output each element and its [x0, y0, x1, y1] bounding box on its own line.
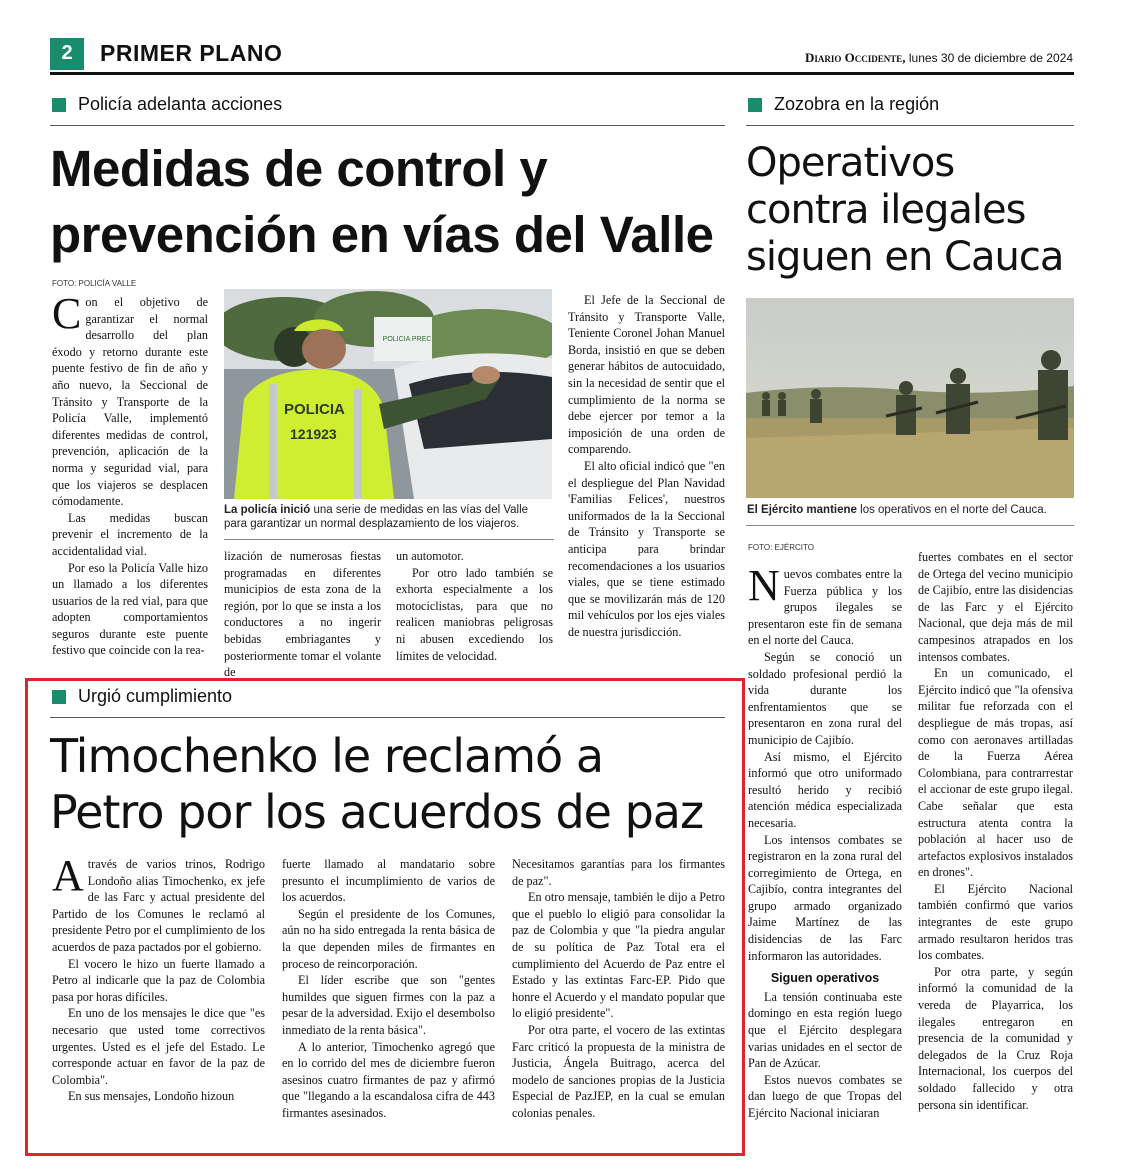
kicker-rule [50, 125, 725, 126]
paragraph: Estos nuevos combates se dan luego de que Tropas del Ejército Nacional iniciaran [748, 1072, 902, 1120]
kicker-square-icon [748, 98, 762, 112]
headline-line: prevención en vías del Valle [50, 206, 714, 263]
paragraph: Así mismo, el Ejército informó que otro uniformado resultó herido y recibió atención médica especializada necesaria. [748, 749, 902, 830]
caption-rule [224, 539, 554, 540]
police-checkpoint-photo [224, 289, 552, 499]
headline-line: Medidas de control y [50, 140, 548, 197]
kicker-square-icon [52, 690, 66, 704]
kicker-square-icon [52, 98, 66, 112]
paragraph: El Ejército Nacional también confirmó que varios integrantes de este grupo armado resultaron heridos tras los combates. [918, 881, 1073, 963]
headline-line: Timochenko le reclamó a [50, 729, 604, 783]
paragraph: fuertes combates en el sector de Ortega del vecino municipio de Cajibío, entre las disidencias de las Farc y el Ejército Nacional, que deja más de mil campesinos atrapados en los intensos combates. [918, 550, 1073, 664]
paragraph: La tensión continuaba este domingo en esta región luego que el Ejército desplegara varias unidades en el sector de Pan de Azúcar. [748, 989, 902, 1071]
paragraph: Por otra parte, y según informó la comunidad de la vereda de Playarrica, los ilegales entregaron en presencia de la comunidad y delegados de la Cruz Roja Internacional, los cuerpos del soldado fallecido y otra persona sin identificar. [918, 964, 1073, 1112]
paragraph: Por eso la Policía Valle hizo un llamado a los diferentes usuarios de la red vial, para que adopten comportamientos seguros durante este puente festivo que coincide con la rea- [52, 560, 208, 658]
paragraph: A lo anterior, Timochenko agregó que en lo corrido del mes de diciembre fueron asesinos cuatro firmantes de paz y afirmó que "llegando a la escandalosa cifra de 443 firmantes asesinados. [282, 1039, 495, 1120]
paragraph: través de varios trinos, Rodrigo Londoño alias Timochenko, ex jefe de las Farc y actual presidente del Partido de los Comunes le reclamó al presidente Petro por el cumplimiento de los acuerdos de paza pactados por el gobierno. [52, 857, 265, 954]
article3-col2 [282, 856, 495, 1122]
article3-col3 [512, 856, 725, 1122]
page-number: 2 [50, 38, 84, 70]
dropcap: N [748, 561, 780, 610]
kicker-rule [50, 717, 725, 718]
article3-headline [50, 728, 740, 840]
paragraph: El Jefe de la Seccional de Tránsito y Transporte Valle, Teniente Coronel Johan Manuel Borda, insistió en que se deben generar hábitos de autocuidado, sin la necesidad de sentir que el cumplimiento de la norma se debe ejercer por temor a la imposición de una orden de comparendo. [568, 293, 725, 457]
soldiers-photo [746, 298, 1074, 498]
paragraph: El líder escribe que son "gentes humildes que siguen firmes con la paz a pesar de la adversidad. Exijo el desembolso inmediato de la renta básica". [282, 973, 495, 1037]
headline-line: Operativos [746, 140, 955, 186]
paper-name: Diario Occidente, [805, 50, 906, 65]
photo-caption [747, 503, 1077, 517]
headline-line: contra ilegales [746, 187, 1026, 233]
photo-credit: FOTO: POLICÍA VALLE [52, 279, 137, 288]
paragraph: un automotor. [396, 549, 464, 563]
paragraph: Las medidas buscan prevenir el incremento de la accidentalidad vial. [52, 510, 208, 558]
masthead [805, 50, 1073, 66]
article1-col3 [396, 548, 553, 664]
dropcap: C [52, 289, 82, 338]
article2-headline [746, 140, 1076, 281]
vest-number: 121923 [290, 426, 337, 442]
caption-rule [746, 525, 1074, 526]
article3-kicker [52, 686, 232, 707]
paragraph: Necesitamos garantías para los firmantes de paz". [512, 857, 725, 888]
paragraph: Por otra parte, el vocero de las extintas Farc criticó la propuesta de la ministra de Justicia, Ángela Buitrago, acerca del modelo de sanciones propias de la Justicia Especial de PazJEP, en la cual se emulan colonias penales. [512, 1022, 725, 1120]
paragraph: Los intensos combates se registraron en la zona rural del corregimiento de Ortega, en Cajibío, contra integrantes del grupo armado organizado Jaime Martínez de las disidencias de las Farc informaron las autoridades. [748, 832, 902, 963]
paragraph: on el objetivo de garantizar el normal desarrollo del plan éxodo y retorno durante este puente festivo de fin de año y año nuevo, la Seccional de Tránsito y Transporte de la Policía Valle, implementó diferentes medidas de control, prevención, aplicación de la norma y seguridad vial, para que los viajeros se desplacen cómodamente. [52, 295, 208, 509]
photo-caption [224, 503, 554, 531]
paragraph: lización de numerosas fiestas programadas en diferentes municipios de esta zona de la región, por lo que se insta a los conductores a no ingerir bebidas embriagantes y posteriormente tomar el volante de [224, 549, 381, 680]
kicker-text: Zozobra en la región [774, 94, 940, 114]
article1-col2 [224, 548, 381, 681]
caption-bold: El Ejército mantiene [747, 504, 857, 516]
paragraph: El vocero le hizo un fuerte llamado a Petro al indicarle que la paz de Colombia pasa por horas difíciles. [52, 956, 265, 1004]
paragraph: En uno de los mensajes le dice que "es necesario que usted tome correctivos urgentes. Usted es el jefe del Estado. Le corresponde actuar en favor de la paz de Colombia". [52, 1006, 265, 1087]
paragraph: fuerte llamado al mandatario sobre presunto el incumplimiento de varios de los acuerdos. [282, 857, 495, 905]
headline-line: siguen en Cauca [746, 234, 1064, 280]
article2-col1 [748, 561, 902, 1122]
caption-text: los operativos en el norte del Cauca. [856, 504, 1047, 516]
headline-line: Petro por los acuerdos de paz [50, 785, 704, 839]
article2-kicker [748, 94, 939, 115]
article3-col1 [52, 851, 265, 1105]
paragraph: En un comunicado, el Ejército indicó que "la ofensiva militar fue reforzada con el despliegue de más tropas, así como con aeronaves artilladas de la Fuerza Aérea Colombiana, para contrarrestar el accionar de este grupo ilegal. Cabe señalar que esta estructura atenta contra la población al hacer uso de artefactos explosivos instalados en drones". [918, 666, 1073, 880]
paragraph: En sus mensajes, Londoño hizoun [68, 1089, 235, 1104]
paragraph: uevos combates entre la Fuerza pública y los grupos ilegales se presentaron este fin de semana en el norte del Cauca. [748, 567, 902, 648]
article2-col2 [918, 549, 1073, 1113]
paragraph: En otro mensaje, también le dijo a Petro que el pueblo lo eligió para consolidar la paz de Colombia y que "la piedra angular de su política de Paz Total era el cumplimiento del Acuerdo de Paz entre el Estado y las extintas Farc-EP. Pido que honre el Acuerdo y el mandato popular que lo eligió presidente". [512, 890, 725, 1021]
paragraph: Según el presidente de los Comunes, aún no ha sido entregada la renta básica de la que dependen miles de firmantes en proceso de reincorporación. [282, 906, 495, 971]
article1-col4 [568, 292, 725, 640]
vest-text: POLICIA [284, 401, 345, 418]
subhead: Siguen operativos [770, 971, 880, 986]
issue-date: lunes 30 de diciembre de 2024 [908, 51, 1073, 65]
kicker-rule [746, 125, 1074, 126]
photo-credit: FOTO: EJÉRCITO [748, 543, 814, 552]
section-title: PRIMER PLANO [100, 40, 283, 66]
paragraph: Por otro lado también se exhorta especialmente a los motociclistas, para que no realicen maniobras peligrosas ni abusen excediendo los límites de velocidad. [396, 565, 553, 663]
kicker-text: Policía adelanta acciones [78, 94, 283, 114]
article1-headline [50, 136, 740, 268]
caption-bold: La policía inició [224, 504, 311, 516]
caption-text: una serie de medidas en las vías del Valle para garantizar un normal desplazamiento de los viajeros. [224, 504, 529, 530]
paragraph: El alto oficial indicó que "en el despliegue del Plan Navidad 'Familias Felices', nuestros uniformados de la la Seccional de Tránsito y Transporte se anticipa para brindar recomendaciones a los usuarios viales, que se tiene estimado que se movilizarán más de 120 mil vehículos por los ejes viales de nuestra jurisdicción. [568, 458, 725, 639]
van-text: POLICIA PREC [382, 336, 432, 343]
kicker-text: Urgió cumplimiento [78, 686, 233, 706]
dropcap: A [52, 851, 84, 900]
article1-kicker [52, 94, 282, 115]
header-rule [50, 72, 1074, 75]
article1-col1 [52, 289, 208, 659]
paragraph: Según se conoció un soldado profesional perdió la vida durante los enfrentamientos que se presentaron en zona rural del municipio de Cajibío. [748, 649, 902, 747]
